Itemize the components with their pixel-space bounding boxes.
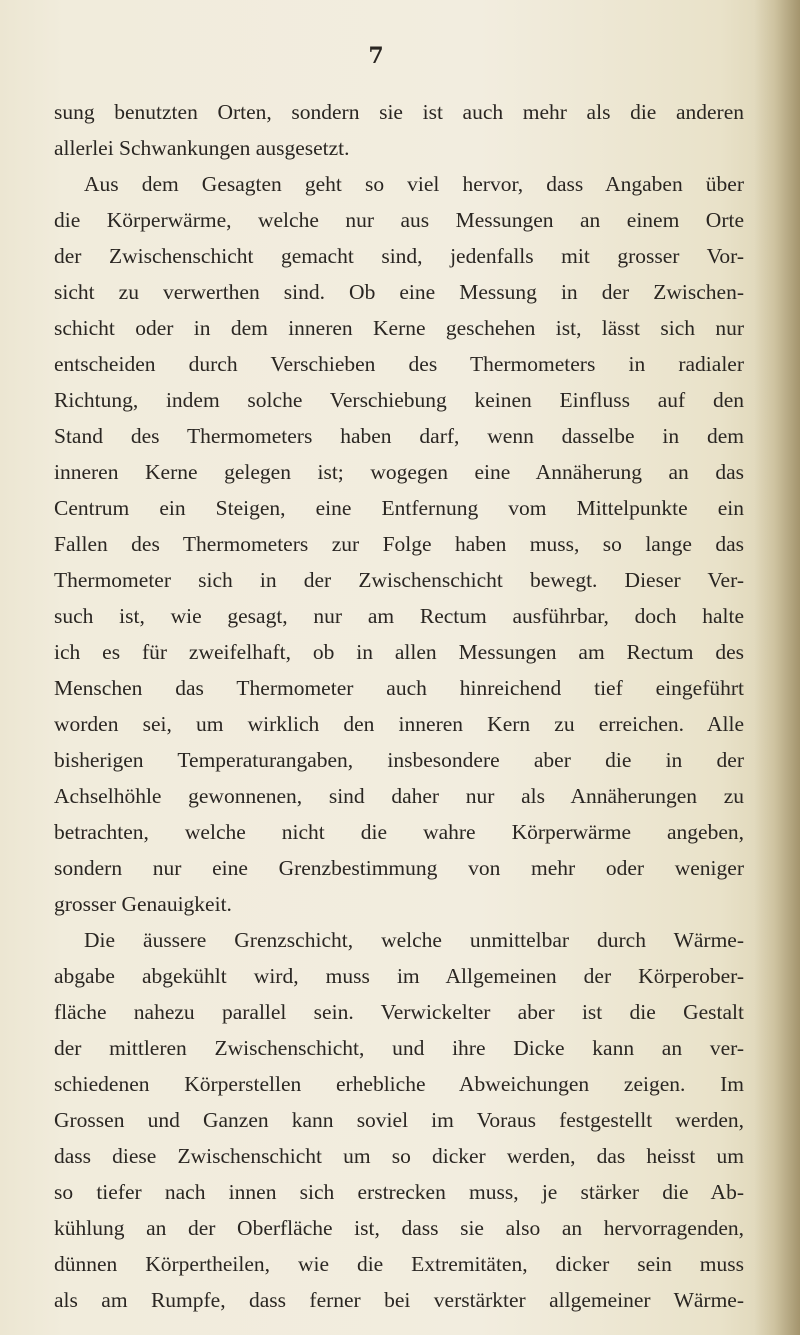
- text-line: Achselhöhle gewonnenen, sind daher nur als Annäherungen zu: [54, 784, 744, 808]
- text-line: Die äussere Grenzschicht, welche unmittelbar durch Wärme-: [84, 928, 744, 952]
- text-line: Fallen des Thermometers zur Folge haben muss, so lange das: [54, 532, 744, 556]
- page-edge-shadow: [754, 0, 800, 1335]
- text-line: so tiefer nach innen sich erstrecken muss, je stärker die Ab-: [54, 1180, 744, 1204]
- text-line: schicht oder in dem inneren Kerne geschehen ist, lässt sich nur: [54, 316, 744, 340]
- text-line: Aus dem Gesagten geht so viel hervor, dass Angaben über: [84, 172, 744, 196]
- text-line: kühlung an der Oberfläche ist, dass sie also an hervorragenden,: [54, 1216, 744, 1240]
- text-line: Grossen und Ganzen kann soviel im Voraus festgestellt werden,: [54, 1108, 744, 1132]
- page-number: 7: [368, 43, 384, 69]
- text-line: inneren Kerne gelegen ist; wogegen eine Annäherung an das: [54, 460, 744, 484]
- text-line: Thermometer sich in der Zwischenschicht bewegt. Dieser Ver-: [54, 568, 744, 592]
- text-line: dünnen Körpertheilen, wie die Extremitäten, dicker sein muss: [54, 1252, 744, 1276]
- text-line: allerlei Schwankungen ausgesetzt.: [54, 136, 350, 160]
- text-line: sondern nur eine Grenzbestimmung von mehr oder weniger: [54, 856, 744, 880]
- text-line: Stand des Thermometers haben darf, wenn dasselbe in dem: [54, 424, 744, 448]
- text-line: worden sei, um wirklich den inneren Kern zu erreichen. Alle: [54, 712, 744, 736]
- text-line: Richtung, indem solche Verschiebung keinen Einfluss auf den: [54, 388, 744, 412]
- text-line: fläche nahezu parallel sein. Verwickelter aber ist die Gestalt: [54, 1000, 744, 1024]
- text-line: der Zwischenschicht gemacht sind, jedenfalls mit grosser Vor-: [54, 244, 744, 268]
- text-line: betrachten, welche nicht die wahre Körperwärme angeben,: [54, 820, 744, 844]
- text-line: Menschen das Thermometer auch hinreichend tief eingeführt: [54, 676, 744, 700]
- text-line: entscheiden durch Verschieben des Thermometers in radialer: [54, 352, 744, 376]
- text-line: als am Rumpfe, dass ferner bei verstärkter allgemeiner Wärme-: [54, 1288, 744, 1312]
- text-line: such ist, wie gesagt, nur am Rectum ausführbar, doch halte: [54, 604, 744, 628]
- text-line: der mittleren Zwischenschicht, und ihre Dicke kann an ver-: [54, 1036, 744, 1060]
- text-line: bisherigen Temperaturangaben, insbesondere aber die in der: [54, 748, 744, 772]
- text-line: grosser Genauigkeit.: [54, 892, 232, 916]
- text-line: abgabe abgekühlt wird, muss im Allgemeinen der Körperober-: [54, 964, 744, 988]
- text-line: ich es für zweifelhaft, ob in allen Messungen am Rectum des: [54, 640, 744, 664]
- text-line: die Körperwärme, welche nur aus Messungen an einem Orte: [54, 208, 744, 232]
- text-line: sung benutzten Orten, sondern sie ist auch mehr als die anderen: [54, 100, 744, 124]
- text-line: sicht zu verwerthen sind. Ob eine Messung in der Zwischen-: [54, 280, 744, 304]
- text-line: Centrum ein Steigen, eine Entfernung vom Mittelpunkte ein: [54, 496, 744, 520]
- text-line: schiedenen Körperstellen erhebliche Abweichungen zeigen. Im: [54, 1072, 744, 1096]
- body-text: [54, 94, 744, 1318]
- text-line: dass diese Zwischenschicht um so dicker werden, das heisst um: [54, 1144, 744, 1168]
